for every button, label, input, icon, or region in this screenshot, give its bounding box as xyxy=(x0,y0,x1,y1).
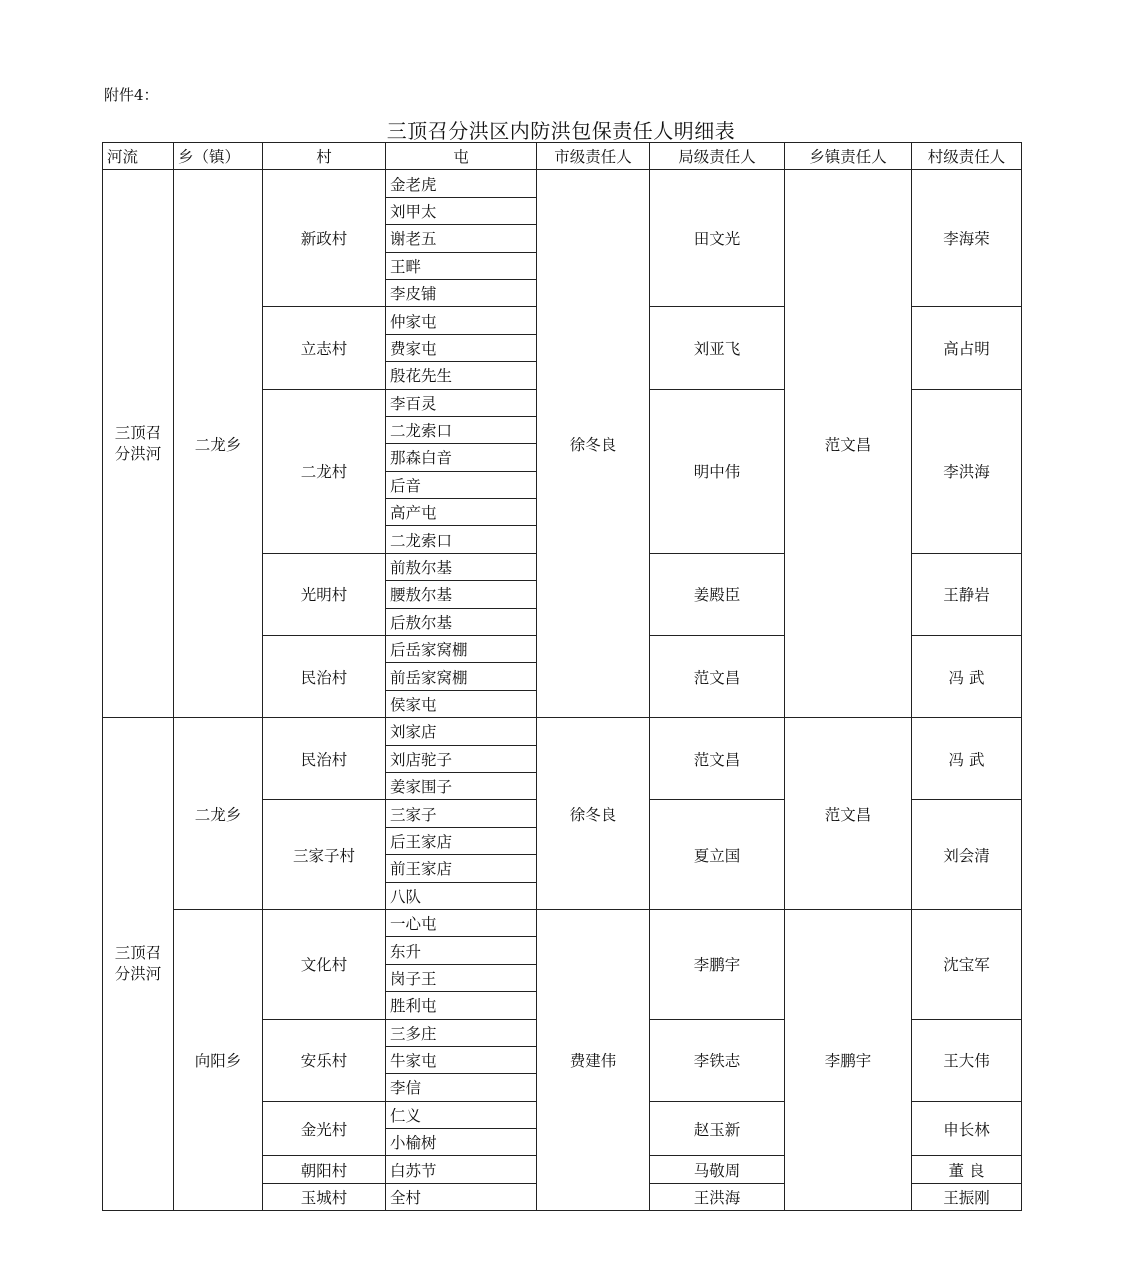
tun-cell: 刘家店 xyxy=(386,718,537,745)
tun-cell: 姜家围子 xyxy=(386,772,537,799)
village-cell: 安乐村 xyxy=(263,1019,386,1101)
tun-cell: 二龙索口 xyxy=(386,526,537,553)
header-river: 河流 xyxy=(103,143,174,170)
town-cell: 向阳乡 xyxy=(174,909,263,1210)
village-responsible-cell: 王静岩 xyxy=(912,553,1022,635)
village-responsible-cell: 李洪海 xyxy=(912,389,1022,553)
header-city-responsible: 市级责任人 xyxy=(537,143,650,170)
village-cell: 二龙村 xyxy=(263,389,386,553)
tun-cell: 前岳家窝棚 xyxy=(386,663,537,690)
bureau-responsible-cell: 姜殿臣 xyxy=(650,553,785,635)
tun-cell: 仲家屯 xyxy=(386,307,537,334)
header-town-responsible: 乡镇责任人 xyxy=(785,143,912,170)
river-cell xyxy=(103,170,174,718)
tun-cell: 牛家屯 xyxy=(386,1046,537,1073)
tun-cell: 二龙索口 xyxy=(386,416,537,443)
tun-cell: 腰敖尔基 xyxy=(386,581,537,608)
village-cell: 三家子村 xyxy=(263,800,386,910)
bureau-responsible-cell: 王洪海 xyxy=(650,1183,785,1210)
header-tun: 屯 xyxy=(386,143,537,170)
tun-cell: 白苏节 xyxy=(386,1156,537,1183)
tun-cell: 三多庄 xyxy=(386,1019,537,1046)
bureau-responsible-cell: 田文光 xyxy=(650,170,785,307)
village-cell: 新政村 xyxy=(263,170,386,307)
bureau-responsible-cell: 李鹏宇 xyxy=(650,909,785,1019)
bureau-responsible-cell: 赵玉新 xyxy=(650,1101,785,1156)
tun-cell: 岗子王 xyxy=(386,964,537,991)
tun-cell: 李皮铺 xyxy=(386,279,537,306)
village-cell: 民治村 xyxy=(263,636,386,718)
tun-cell: 后敖尔基 xyxy=(386,608,537,635)
tun-cell: 侯家屯 xyxy=(386,690,537,717)
village-cell: 金光村 xyxy=(263,1101,386,1156)
bureau-responsible-cell: 马敬周 xyxy=(650,1156,785,1183)
village-responsible-cell: 申长林 xyxy=(912,1101,1022,1156)
village-responsible-cell: 李海荣 xyxy=(912,170,1022,307)
river-name-line2: 分洪河 xyxy=(114,965,162,984)
responsibility-table xyxy=(102,142,1022,1211)
attachment-label: 附件4： xyxy=(104,86,159,104)
village-responsible-cell: 冯 武 xyxy=(912,636,1022,718)
bureau-responsible-cell: 刘亚飞 xyxy=(650,307,785,389)
village-cell: 朝阳村 xyxy=(263,1156,386,1183)
tun-cell: 刘店驼子 xyxy=(386,745,537,772)
town-responsible-cell: 范文昌 xyxy=(785,718,912,910)
bureau-responsible-cell: 明中伟 xyxy=(650,389,785,553)
tun-cell: 那森白音 xyxy=(386,444,537,471)
header-town: 乡（镇） xyxy=(174,143,263,170)
tun-cell: 后岳家窝棚 xyxy=(386,636,537,663)
river-cell xyxy=(103,718,174,1211)
tun-cell: 前王家店 xyxy=(386,855,537,882)
tun-cell: 全村 xyxy=(386,1183,537,1210)
village-responsible-cell: 高占明 xyxy=(912,307,1022,389)
tun-cell: 东升 xyxy=(386,937,537,964)
tun-cell: 李百灵 xyxy=(386,389,537,416)
village-responsible-cell: 刘会清 xyxy=(912,800,1022,910)
table-row xyxy=(103,170,1022,197)
header-row xyxy=(103,143,1022,170)
tun-cell: 金老虎 xyxy=(386,170,537,197)
village-responsible-cell: 王大伟 xyxy=(912,1019,1022,1101)
village-cell: 玉城村 xyxy=(263,1183,386,1210)
table-row xyxy=(103,718,1022,745)
tun-cell: 高产屯 xyxy=(386,499,537,526)
tun-cell: 谢老五 xyxy=(386,225,537,252)
river-name-line2: 分洪河 xyxy=(114,444,162,463)
tun-cell: 一心屯 xyxy=(386,909,537,936)
town-cell: 二龙乡 xyxy=(174,170,263,718)
page-title: 三顶召分洪区内防洪包保责任人明细表 xyxy=(386,119,736,143)
river-name-line1: 三顶召 xyxy=(114,423,162,442)
tun-cell: 前敖尔基 xyxy=(386,553,537,580)
village-responsible-cell: 冯 武 xyxy=(912,718,1022,800)
tun-cell: 王畔 xyxy=(386,252,537,279)
village-cell: 立志村 xyxy=(263,307,386,389)
village-responsible-cell: 董 良 xyxy=(912,1156,1022,1183)
tun-cell: 后音 xyxy=(386,471,537,498)
bureau-responsible-cell: 李铁志 xyxy=(650,1019,785,1101)
tun-cell: 三家子 xyxy=(386,800,537,827)
table-row xyxy=(103,909,1022,936)
tun-cell: 后王家店 xyxy=(386,827,537,854)
town-cell: 二龙乡 xyxy=(174,718,263,910)
header-village-responsible: 村级责任人 xyxy=(912,143,1022,170)
village-cell: 民治村 xyxy=(263,718,386,800)
city-responsible-cell: 徐冬良 xyxy=(537,170,650,718)
town-responsible-cell: 李鹏宇 xyxy=(785,909,912,1210)
tun-cell: 八队 xyxy=(386,882,537,909)
tun-cell: 李信 xyxy=(386,1074,537,1101)
tun-cell: 费家屯 xyxy=(386,334,537,361)
bureau-responsible-cell: 范文昌 xyxy=(650,718,785,800)
village-cell: 光明村 xyxy=(263,553,386,635)
city-responsible-cell: 费建伟 xyxy=(537,909,650,1210)
village-cell: 文化村 xyxy=(263,909,386,1019)
header-village: 村 xyxy=(263,143,386,170)
village-responsible-cell: 王振刚 xyxy=(912,1183,1022,1210)
bureau-responsible-cell: 夏立国 xyxy=(650,800,785,910)
town-responsible-cell: 范文昌 xyxy=(785,170,912,718)
city-responsible-cell: 徐冬良 xyxy=(537,718,650,910)
tun-cell: 小榆树 xyxy=(386,1129,537,1156)
village-responsible-cell: 沈宝军 xyxy=(912,909,1022,1019)
river-name-line1: 三顶召 xyxy=(114,944,162,963)
tun-cell: 胜利屯 xyxy=(386,992,537,1019)
bureau-responsible-cell: 范文昌 xyxy=(650,636,785,718)
tun-cell: 仁义 xyxy=(386,1101,537,1128)
tun-cell: 殷花先生 xyxy=(386,362,537,389)
header-bureau-responsible: 局级责任人 xyxy=(650,143,785,170)
tun-cell: 刘甲太 xyxy=(386,197,537,224)
